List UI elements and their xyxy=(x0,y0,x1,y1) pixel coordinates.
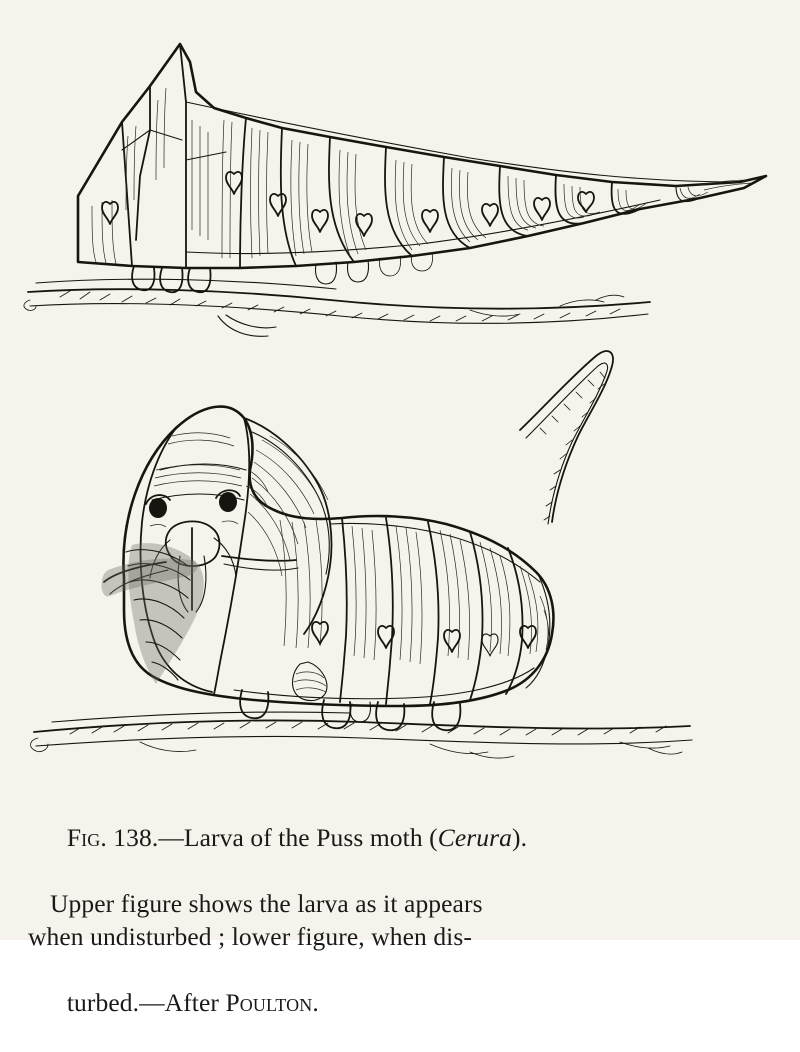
caption-line-4 xyxy=(28,953,772,1052)
upper-segment-lines xyxy=(240,118,700,268)
upper-larva-group xyxy=(24,44,766,336)
lower-segment-lines xyxy=(340,518,550,704)
caption-line-4-start: turbed.—After xyxy=(66,988,226,1017)
figure-number-label: Fig xyxy=(66,823,101,852)
figure-caption xyxy=(0,788,800,1052)
upper-twig xyxy=(24,279,650,336)
genus-name: Cerura xyxy=(437,823,513,852)
caption-line-2: Upper figure shows the larva as it appears xyxy=(50,889,483,918)
lower-twig xyxy=(31,712,692,758)
caption-line-1-rest: . 138.—Larva of the Puss moth ( xyxy=(100,823,438,852)
upper-larva-outline xyxy=(78,44,766,268)
lower-larva-group xyxy=(31,351,692,758)
tail-filament xyxy=(520,351,613,524)
caption-line-1 xyxy=(28,788,772,887)
caption-line-1-end: ). xyxy=(512,823,528,852)
caption-line-3: when undisturbed ; lower figure, when dis- xyxy=(28,922,472,951)
attribution-name: Poulton xyxy=(225,988,313,1017)
upper-body-hatching xyxy=(92,88,752,264)
caption-line-4-end: . xyxy=(312,988,319,1017)
